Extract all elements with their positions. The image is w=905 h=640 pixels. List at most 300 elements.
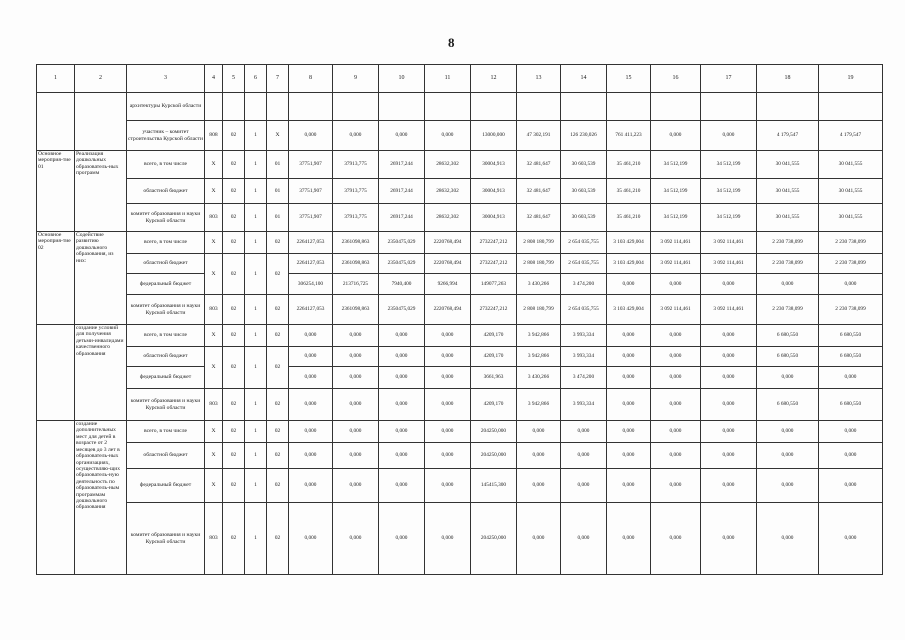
code-cell: 02	[223, 503, 245, 575]
value-cell: 0,000	[607, 469, 651, 503]
column-header: 1	[37, 65, 75, 93]
table-row	[37, 274, 883, 295]
code-cell: 02	[223, 179, 245, 204]
value-cell: 0,000	[757, 274, 819, 295]
value-cell: 0,000	[651, 367, 701, 389]
table-row	[37, 254, 883, 274]
table-row	[37, 443, 883, 469]
value-cell: 6 680,550	[819, 347, 883, 367]
value-cell: 30 041,555	[757, 151, 819, 179]
code-cell: X	[205, 469, 223, 503]
value-cell: 204250,000	[471, 503, 517, 575]
value-cell: 0,000	[379, 325, 425, 347]
funding-source-cell: областной бюджет	[127, 179, 205, 204]
value-cell: 0,000	[333, 325, 379, 347]
value-cell: 0,000	[333, 421, 379, 443]
value-cell: 3 993,334	[561, 389, 607, 421]
funding-source-cell: областной бюджет	[127, 443, 205, 469]
value-cell: 28632,302	[425, 151, 471, 179]
value-cell: 30 603,539	[561, 204, 607, 232]
value-cell: 6 680,550	[757, 347, 819, 367]
value-cell: 3 092 114,461	[701, 254, 757, 274]
value-cell: 2 808 180,799	[517, 295, 561, 325]
value-cell: 32 481,647	[517, 151, 561, 179]
value-cell: 6 680,550	[757, 389, 819, 421]
value-cell: 0,000	[333, 389, 379, 421]
value-cell: 3 103 429,004	[607, 232, 651, 254]
value-cell: 4209,170	[471, 389, 517, 421]
value-cell: 37751,907	[289, 151, 333, 179]
column-header: 14	[561, 65, 607, 93]
column-header: 2	[75, 65, 127, 93]
value-cell: 0,000	[561, 421, 607, 443]
code-cell: 02	[267, 503, 289, 575]
funding-source-cell: областной бюджет	[127, 347, 205, 367]
code-cell: 02	[267, 295, 289, 325]
value-cell: 2220768,494	[425, 254, 471, 274]
value-cell: 0,000	[651, 325, 701, 347]
column-header: 17	[701, 65, 757, 93]
value-cell: 3 474,200	[561, 274, 607, 295]
code-cell: 808	[205, 121, 223, 151]
value-cell: 35 461,210	[607, 179, 651, 204]
table-row	[37, 121, 883, 151]
value-cell: 0,000	[333, 367, 379, 389]
funding-source-cell: комитет образования и науки Курской области	[127, 295, 205, 325]
code-cell: 02	[223, 254, 245, 295]
value-cell: 0,000	[819, 443, 883, 469]
code-cell: 02	[223, 389, 245, 421]
value-cell: 0,000	[425, 503, 471, 575]
value-cell: 2 230 738,099	[819, 232, 883, 254]
value-cell: 4209,170	[471, 325, 517, 347]
code-cell: 1	[245, 254, 267, 295]
value-cell: 0,000	[757, 469, 819, 503]
value-cell: 37913,775	[333, 179, 379, 204]
value-cell: 4 179,547	[819, 121, 883, 151]
value-cell: 145415,300	[471, 469, 517, 503]
value-cell	[757, 93, 819, 121]
value-cell: 0,000	[289, 347, 333, 367]
value-cell: 30004,913	[471, 151, 517, 179]
code-cell: 803	[205, 503, 223, 575]
column-header: 6	[245, 65, 267, 93]
column-header: 10	[379, 65, 425, 93]
code-cell: 02	[223, 469, 245, 503]
code-cell: 02	[267, 325, 289, 347]
value-cell: 0,000	[651, 389, 701, 421]
value-cell: 3 942,866	[517, 347, 561, 367]
value-cell: 3 942,866	[517, 389, 561, 421]
value-cell: 3 092 114,461	[651, 295, 701, 325]
value-cell: 0,000	[651, 421, 701, 443]
code-cell: X	[205, 325, 223, 347]
value-cell: 0,000	[517, 503, 561, 575]
code-cell: X	[205, 421, 223, 443]
value-cell: 2732247,212	[471, 295, 517, 325]
value-cell: 0,000	[651, 274, 701, 295]
value-cell: 2732247,212	[471, 232, 517, 254]
value-cell: 30 603,539	[561, 179, 607, 204]
value-cell: 47 302,191	[517, 121, 561, 151]
value-cell: 3 430,266	[517, 274, 561, 295]
value-cell: 34 512,199	[651, 179, 701, 204]
value-cell: 0,000	[651, 503, 701, 575]
code-cell: 02	[267, 421, 289, 443]
code-cell: 1	[245, 151, 267, 179]
value-cell: 0,000	[517, 469, 561, 503]
value-cell: 0,000	[607, 325, 651, 347]
funding-source-cell: всего, в том числе	[127, 325, 205, 347]
code-cell: 02	[223, 295, 245, 325]
activity-cell	[37, 325, 75, 421]
code-cell: 1	[245, 232, 267, 254]
code-cell	[267, 93, 289, 121]
value-cell: 0,000	[425, 421, 471, 443]
value-cell: 0,000	[607, 503, 651, 575]
code-cell: 02	[223, 443, 245, 469]
funding-source-cell: федеральный бюджет	[127, 367, 205, 389]
code-cell: 1	[245, 121, 267, 151]
value-cell: 35 461,210	[607, 151, 651, 179]
value-cell: 0,000	[819, 421, 883, 443]
description-cell: Содействие развитию дошкольного образования, из них:	[75, 232, 127, 325]
value-cell: 0,000	[289, 469, 333, 503]
value-cell: 2350475,029	[379, 295, 425, 325]
value-cell: 0,000	[379, 469, 425, 503]
value-cell: 30 603,539	[561, 151, 607, 179]
activity-cell	[37, 93, 75, 151]
code-cell: X	[205, 443, 223, 469]
value-cell: 0,000	[289, 443, 333, 469]
value-cell: 0,000	[379, 443, 425, 469]
value-cell: 0,000	[701, 274, 757, 295]
column-header: 19	[819, 65, 883, 93]
code-cell: X	[267, 121, 289, 151]
code-cell: 02	[223, 121, 245, 151]
value-cell: 3 942,866	[517, 325, 561, 347]
funding-source-cell: архитектуры Курской области	[127, 93, 205, 121]
value-cell: 0,000	[425, 367, 471, 389]
table-row	[37, 389, 883, 421]
value-cell	[333, 93, 379, 121]
value-cell: 26917,244	[379, 204, 425, 232]
value-cell: 2 230 738,099	[819, 254, 883, 274]
funding-source-cell: областной бюджет	[127, 254, 205, 274]
value-cell: 0,000	[379, 347, 425, 367]
value-cell: 0,000	[289, 325, 333, 347]
description-cell	[75, 93, 127, 151]
table-row	[37, 93, 883, 121]
value-cell: 3 430,266	[517, 367, 561, 389]
value-cell: 2 230 738,099	[819, 295, 883, 325]
value-cell: 34 512,199	[701, 179, 757, 204]
code-cell: 02	[223, 151, 245, 179]
value-cell: 30004,913	[471, 179, 517, 204]
value-cell: 0,000	[701, 421, 757, 443]
activity-cell	[37, 421, 75, 575]
value-cell: 0,000	[607, 347, 651, 367]
page-number: 8	[448, 35, 455, 50]
value-cell: 213716,725	[333, 274, 379, 295]
value-cell: 37751,907	[289, 204, 333, 232]
value-cell: 2361098,863	[333, 295, 379, 325]
code-cell	[205, 93, 223, 121]
value-cell: 204250,000	[471, 443, 517, 469]
value-cell: 0,000	[757, 367, 819, 389]
code-cell: 02	[267, 443, 289, 469]
value-cell: 2 230 738,099	[757, 254, 819, 274]
value-cell: 0,000	[607, 389, 651, 421]
value-cell: 0,000	[701, 443, 757, 469]
value-cell: 32 481,647	[517, 179, 561, 204]
value-cell: 2264127,053	[289, 254, 333, 274]
value-cell: 13000,000	[471, 121, 517, 151]
table-row	[37, 179, 883, 204]
table-row	[37, 232, 883, 254]
value-cell: 2350475,029	[379, 232, 425, 254]
code-cell: 02	[223, 204, 245, 232]
value-cell: 30 041,555	[757, 204, 819, 232]
value-cell	[651, 93, 701, 121]
value-cell: 0,000	[333, 443, 379, 469]
value-cell: 149077,263	[471, 274, 517, 295]
code-cell	[223, 93, 245, 121]
value-cell: 28632,302	[425, 204, 471, 232]
funding-source-cell: федеральный бюджет	[127, 274, 205, 295]
budget-table	[36, 64, 883, 575]
value-cell: 3 103 429,004	[607, 295, 651, 325]
value-cell: 0,000	[517, 421, 561, 443]
code-cell: 1	[245, 469, 267, 503]
value-cell: 2220768,494	[425, 295, 471, 325]
funding-source-cell: комитет образования и науки Курской области	[127, 389, 205, 421]
value-cell: 2361098,863	[333, 232, 379, 254]
code-cell: 02	[223, 347, 245, 389]
value-cell: 26917,244	[379, 179, 425, 204]
value-cell: 0,000	[379, 389, 425, 421]
value-cell: 2264127,053	[289, 295, 333, 325]
column-header: 4	[205, 65, 223, 93]
value-cell: 0,000	[425, 443, 471, 469]
value-cell: 0,000	[289, 367, 333, 389]
value-cell: 0,000	[333, 347, 379, 367]
table-row	[37, 325, 883, 347]
code-cell: 02	[267, 389, 289, 421]
value-cell: 2 808 180,799	[517, 254, 561, 274]
value-cell: 0,000	[651, 347, 701, 367]
value-cell: 204250,000	[471, 421, 517, 443]
code-cell: X	[205, 151, 223, 179]
value-cell: 0,000	[819, 469, 883, 503]
column-header: 9	[333, 65, 379, 93]
value-cell: 0,000	[819, 503, 883, 575]
column-number-row	[37, 65, 883, 93]
value-cell: 6 680,550	[819, 325, 883, 347]
value-cell: 3 103 429,004	[607, 254, 651, 274]
value-cell	[561, 93, 607, 121]
code-cell: X	[205, 347, 223, 389]
value-cell: 0,000	[701, 121, 757, 151]
value-cell: 761 411,223	[607, 121, 651, 151]
table-row	[37, 204, 883, 232]
value-cell: 4209,170	[471, 347, 517, 367]
value-cell: 0,000	[333, 469, 379, 503]
value-cell: 3 092 114,461	[651, 254, 701, 274]
column-header: 8	[289, 65, 333, 93]
table-row	[37, 421, 883, 443]
value-cell	[425, 93, 471, 121]
value-cell: 2 654 035,755	[561, 295, 607, 325]
table-row	[37, 151, 883, 179]
value-cell: 0,000	[651, 469, 701, 503]
value-cell: 0,000	[561, 469, 607, 503]
code-cell: 1	[245, 347, 267, 389]
value-cell: 0,000	[289, 503, 333, 575]
description-cell: создание условий для получения детьми-инвалидами качественного образования	[75, 325, 127, 421]
code-cell: X	[205, 179, 223, 204]
code-cell	[245, 93, 267, 121]
column-header: 18	[757, 65, 819, 93]
table-row	[37, 367, 883, 389]
column-header: 11	[425, 65, 471, 93]
value-cell: 34 512,199	[651, 204, 701, 232]
value-cell: 0,000	[607, 274, 651, 295]
funding-source-cell: федеральный бюджет	[127, 469, 205, 503]
value-cell: 4 179,547	[757, 121, 819, 151]
value-cell: 30 041,555	[819, 204, 883, 232]
code-cell: 803	[205, 295, 223, 325]
value-cell: 0,000	[379, 121, 425, 151]
code-cell: 02	[223, 232, 245, 254]
value-cell: 0,000	[425, 469, 471, 503]
value-cell	[289, 93, 333, 121]
code-cell: 02	[267, 347, 289, 389]
value-cell: 0,000	[757, 421, 819, 443]
code-cell: 02	[267, 232, 289, 254]
value-cell: 0,000	[757, 443, 819, 469]
value-cell: 126 230,026	[561, 121, 607, 151]
value-cell: 2732247,212	[471, 254, 517, 274]
code-cell: 1	[245, 204, 267, 232]
code-cell: 1	[245, 503, 267, 575]
code-cell: 01	[267, 179, 289, 204]
funding-source-cell: всего, в том числе	[127, 151, 205, 179]
value-cell: 0,000	[757, 503, 819, 575]
value-cell: 30004,913	[471, 204, 517, 232]
value-cell: 0,000	[379, 421, 425, 443]
value-cell: 0,000	[651, 121, 701, 151]
activity-cell: Основное мероприя-тие 02	[37, 232, 75, 325]
value-cell: 0,000	[651, 443, 701, 469]
value-cell: 0,000	[333, 503, 379, 575]
code-cell: 02	[267, 254, 289, 295]
value-cell: 0,000	[333, 121, 379, 151]
value-cell: 6 680,550	[757, 325, 819, 347]
funding-source-cell: комитет образования и науки Курской области	[127, 204, 205, 232]
value-cell: 35 461,210	[607, 204, 651, 232]
funding-source-cell: всего, в том числе	[127, 232, 205, 254]
column-header: 13	[517, 65, 561, 93]
funding-source-cell: участник – комитет строительства Курской области	[127, 121, 205, 151]
table-row	[37, 503, 883, 575]
code-cell: 01	[267, 204, 289, 232]
value-cell: 2 654 035,755	[561, 232, 607, 254]
value-cell: 3661,963	[471, 367, 517, 389]
value-cell: 28632,302	[425, 179, 471, 204]
value-cell: 34 512,199	[701, 204, 757, 232]
description-cell: Реализация дошкольных образователь-ных программ	[75, 151, 127, 232]
code-cell: 1	[245, 179, 267, 204]
code-cell: 01	[267, 151, 289, 179]
value-cell: 0,000	[425, 325, 471, 347]
value-cell: 2350475,029	[379, 254, 425, 274]
table-row	[37, 469, 883, 503]
code-cell: 803	[205, 389, 223, 421]
column-header: 5	[223, 65, 245, 93]
value-cell: 2264127,053	[289, 232, 333, 254]
value-cell: 0,000	[701, 503, 757, 575]
code-cell: 02	[267, 469, 289, 503]
value-cell: 30 041,555	[757, 179, 819, 204]
value-cell: 0,000	[701, 469, 757, 503]
code-cell: X	[205, 254, 223, 295]
value-cell: 32 481,647	[517, 204, 561, 232]
value-cell: 34 512,199	[651, 151, 701, 179]
value-cell: 2361098,863	[333, 254, 379, 274]
value-cell	[819, 93, 883, 121]
value-cell: 0,000	[701, 325, 757, 347]
value-cell	[701, 93, 757, 121]
value-cell: 3 092 114,461	[651, 232, 701, 254]
column-header: 12	[471, 65, 517, 93]
value-cell: 0,000	[425, 121, 471, 151]
value-cell: 0,000	[561, 503, 607, 575]
value-cell: 6 680,550	[819, 389, 883, 421]
code-cell: 02	[223, 325, 245, 347]
funding-source-cell: всего, в том числе	[127, 421, 205, 443]
value-cell: 0,000	[701, 367, 757, 389]
code-cell: 1	[245, 295, 267, 325]
value-cell: 0,000	[701, 389, 757, 421]
value-cell: 0,000	[289, 121, 333, 151]
value-cell: 3 993,334	[561, 325, 607, 347]
value-cell	[379, 93, 425, 121]
value-cell: 0,000	[379, 503, 425, 575]
value-cell: 0,000	[425, 389, 471, 421]
value-cell: 0,000	[289, 389, 333, 421]
value-cell: 3 474,200	[561, 367, 607, 389]
value-cell: 30 041,555	[819, 151, 883, 179]
table-row	[37, 347, 883, 367]
value-cell: 0,000	[289, 421, 333, 443]
code-cell: 02	[223, 421, 245, 443]
value-cell: 0,000	[607, 367, 651, 389]
value-cell: 2 808 180,799	[517, 232, 561, 254]
code-cell: X	[205, 232, 223, 254]
value-cell	[471, 93, 517, 121]
value-cell: 37913,775	[333, 151, 379, 179]
column-header: 16	[651, 65, 701, 93]
value-cell	[517, 93, 561, 121]
value-cell: 2 654 035,755	[561, 254, 607, 274]
value-cell: 2 230 738,099	[757, 295, 819, 325]
value-cell: 0,000	[819, 367, 883, 389]
code-cell: 803	[205, 204, 223, 232]
value-cell: 3 993,334	[561, 347, 607, 367]
value-cell: 34 512,199	[701, 151, 757, 179]
value-cell: 37913,775	[333, 204, 379, 232]
